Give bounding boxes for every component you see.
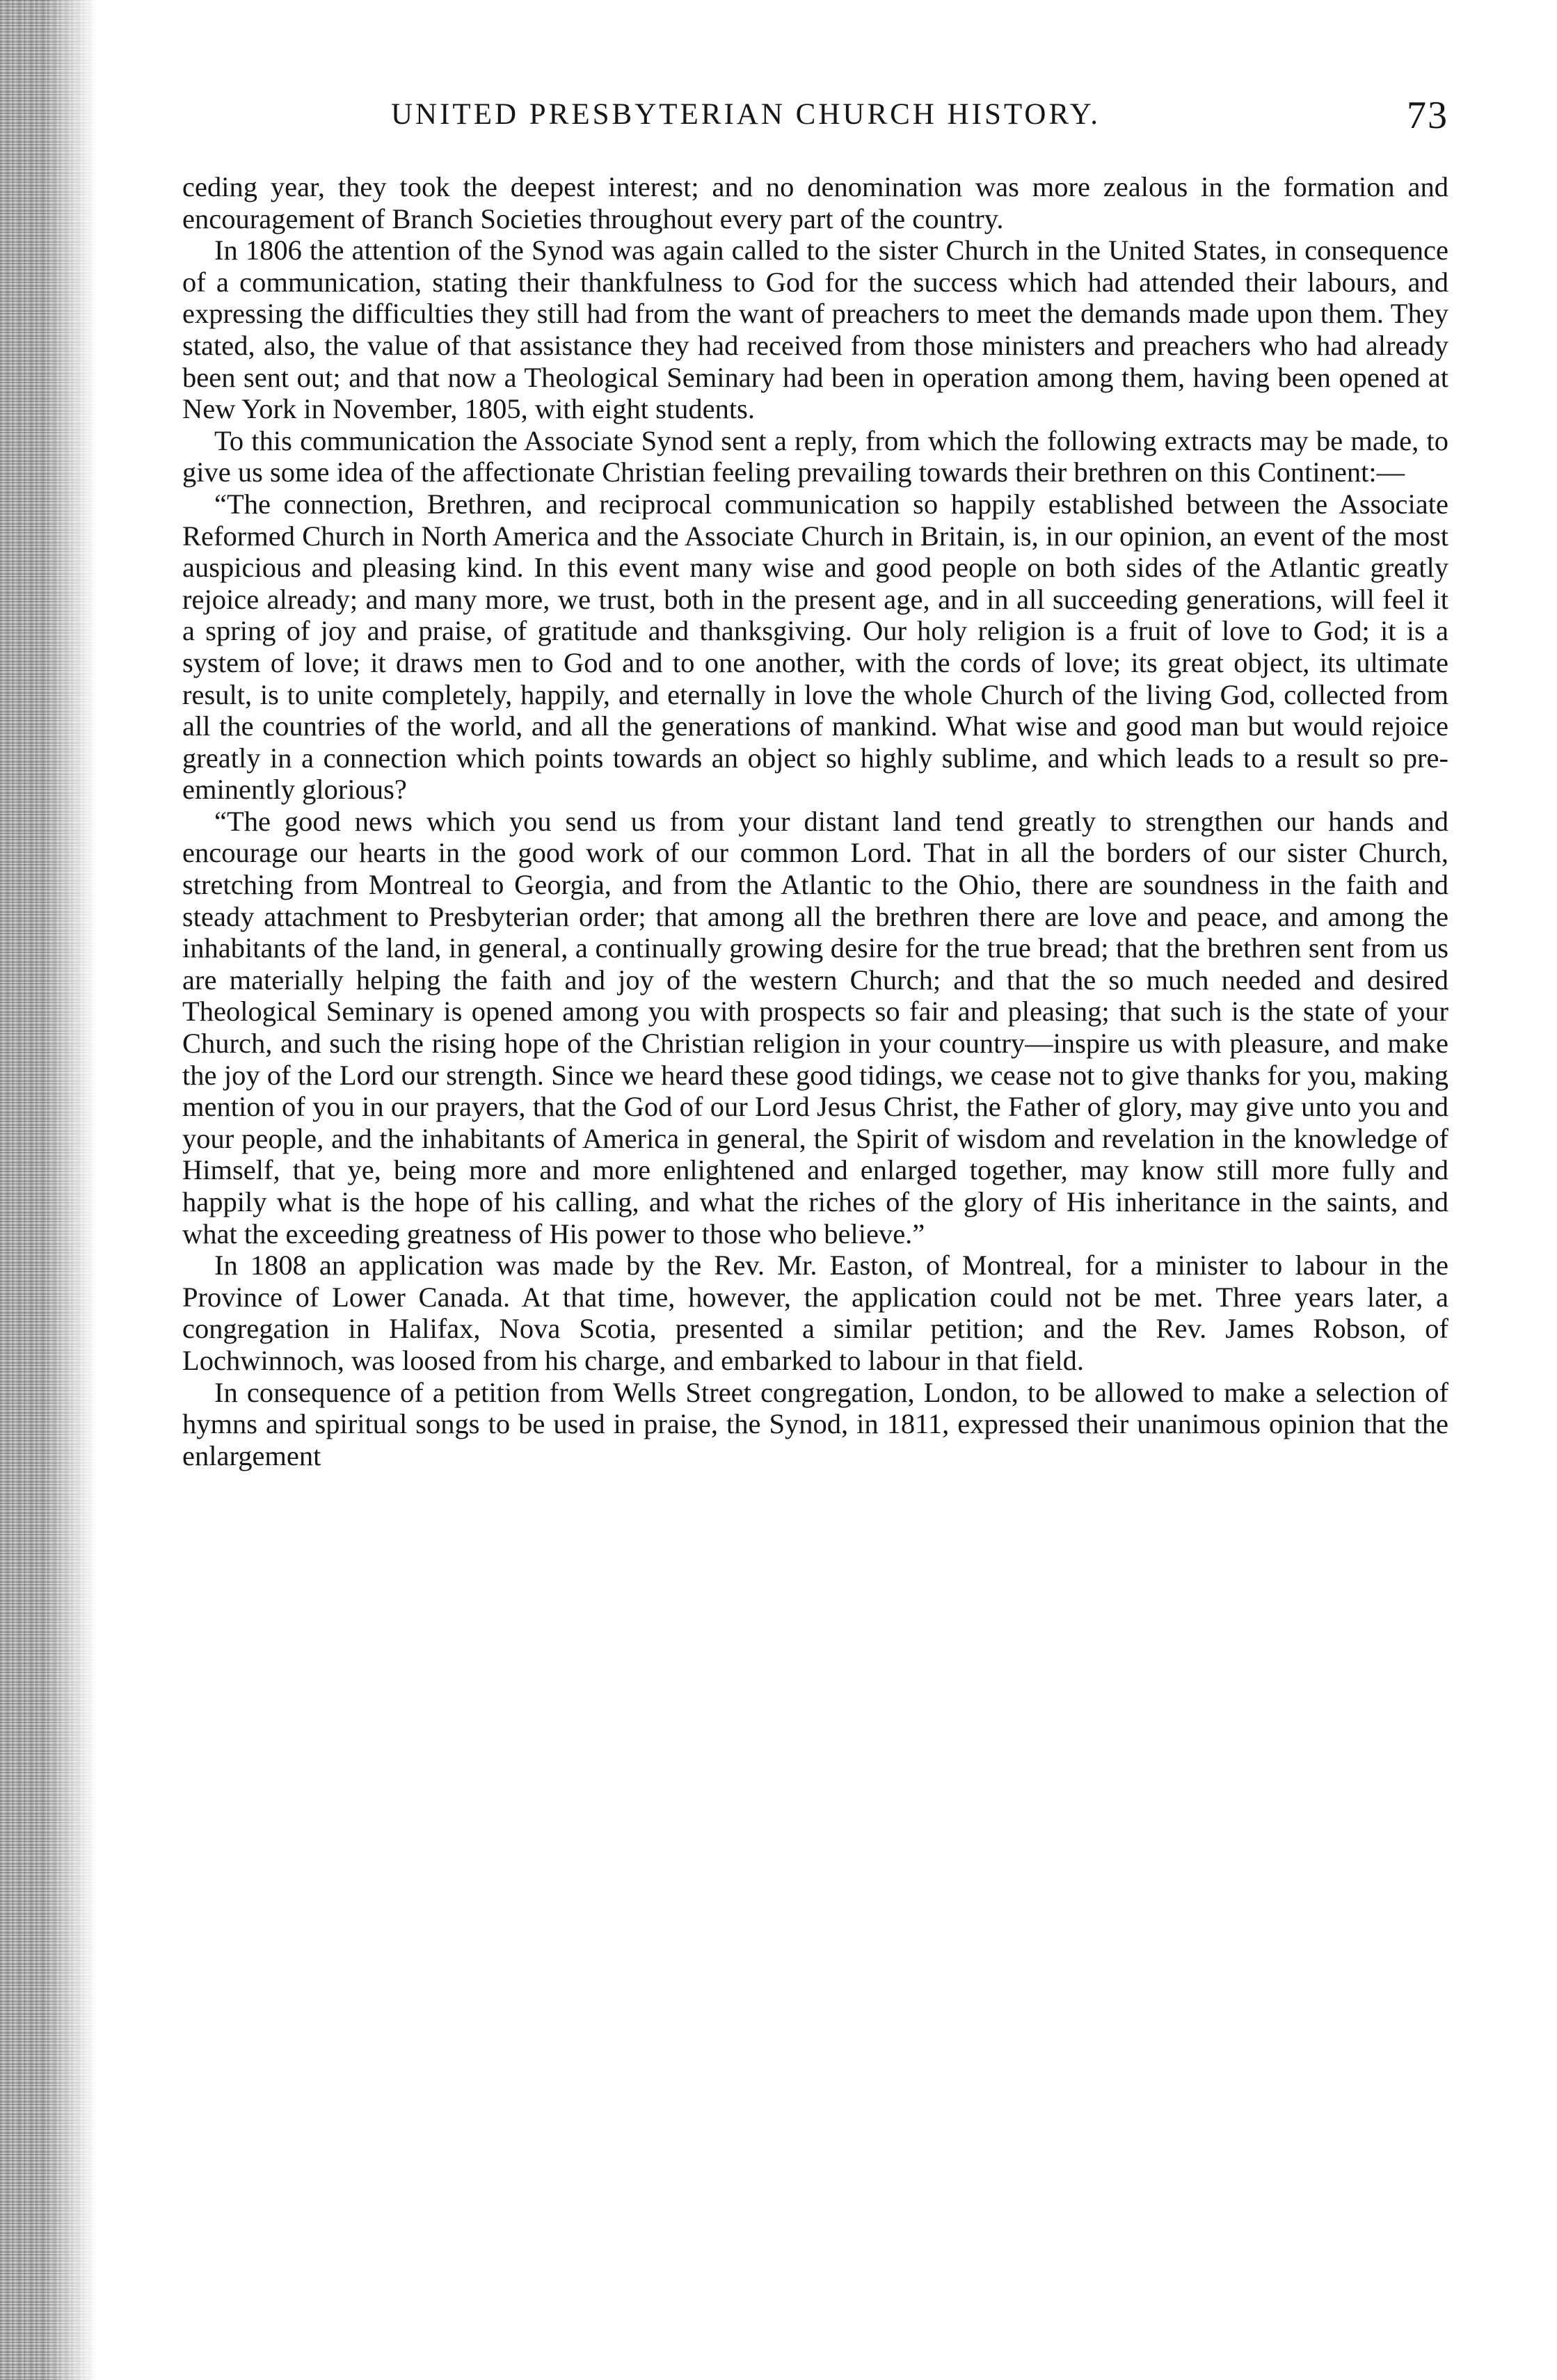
running-head: UNITED PRESBYTERIAN CHURCH HISTORY. <box>391 98 1101 131</box>
page-number: 73 <box>1407 94 1448 137</box>
quotation-good-news: “The good news which you send us from your distant land tend greatly to strengthen our hands and encourage our hearts in the good work of our common Lord. That in all the borders of our sister Church, stretching from Montreal to Georgia, and from the Atlantic to the Ohio, there are soundness in the faith and steady attachment to Presbyterian order; that among all the brethren there are love and peace, and among the inhabitants of the land, in general, a continually growing desire for the true bread; that the brethren sent from us are materially helping the faith and joy of the western Church; and that the so much needed and desired Theological Seminary is opened among you with prospects so fair and pleasing; that such is the state of your Church, and such the rising hope of the Christian religion in your country—inspire us with pleasure, and make the joy of the Lord our strength. Since we heard these good tidings, we cease not to give thanks for you, making mention of you in our prayers, that the God of our Lord Jesus Christ, the Father of glory, may give unto you and your people, and the inhabitants of America in general, the Spirit of wisdom and revelation in the knowledge of Himself, that ye, being more and more enlightened and enlarged together, may know still more fully and happily what is the hope of his calling, and what the riches of the glory of His inheritance in the saints, and what the exceeding greatness of His power to those who believe.” <box>182 805 1448 1249</box>
page-header <box>182 94 1448 153</box>
paragraph-synod-reply: To this communication the Associate Synod sent a reply, from which the following extracts may be made, to give us some idea of the affectionate Christian feeling prevailing towards their brethren on this Continent:— <box>182 424 1448 488</box>
paragraph-1808-application: In 1808 an application was made by the Rev. Mr. Easton, of Montreal, for a minister to labour in the Province of Lower Canada. At that time, however, the application could not be met. Three years later, a congregation in Halifax, Nova Scotia, presented a similar petition; and the Rev. James Robson, of Lochwinnoch, was loosed from his charge, and embarked to labour in that field. <box>182 1249 1448 1376</box>
quotation-connection: “The connection, Brethren, and reciprocal communication so happily established between the Associate Reformed Church in North America and the Associate Church in Britain, is, in our opinion, an event of the most auspicious and pleasing kind. In this event many wise and good people on both sides of the Atlantic greatly rejoice already; and many more, we trust, both in the present age, and in all succeeding generations, will feel it a spring of joy and praise, of gratitude and thanksgiving. Our holy religion is a fruit of love to God; it is a system of love; it draws men to God and to one another, with the cords of love; its great object, its ultimate result, is to unite completely, happily, and eternally in love the whole Church of the living God, collected from all the countries of the world, and all the generations of mankind. What wise and good man but would rejoice greatly in a connection which points towards an object so highly sublime, and which leads to a result so pre-eminently glorious? <box>182 488 1448 806</box>
paragraph-continuation: ceding year, they took the deepest interest; and no denomination was more zealous in the formation and encouragement of Branch Societies throughout every part of the country. <box>182 171 1448 234</box>
scanned-binding-edge <box>0 0 97 2380</box>
body-text <box>182 171 1448 1471</box>
book-page <box>182 94 1448 1471</box>
paragraph-hymns-petition: In consequence of a petition from Wells Street congregation, London, to be allowed to make a selection of hymns and spiritual songs to be used in praise, the Synod, in 1811, expressed their unanimous opinion that the enlargement <box>182 1376 1448 1471</box>
paragraph-1806-communication: In 1806 the attention of the Synod was again called to the sister Church in the United States, in consequence of a communication, stating their thankfulness to God for the success which had attended their labours, and expressing the difficulties they still had from the want of preachers to meet the demands made upon them. They stated, also, the value of that assistance they had received from those ministers and preachers who had already been sent out; and that now a Theological Seminary had been in operation among them, having been opened at New York in November, 1805, with eight students. <box>182 234 1448 425</box>
